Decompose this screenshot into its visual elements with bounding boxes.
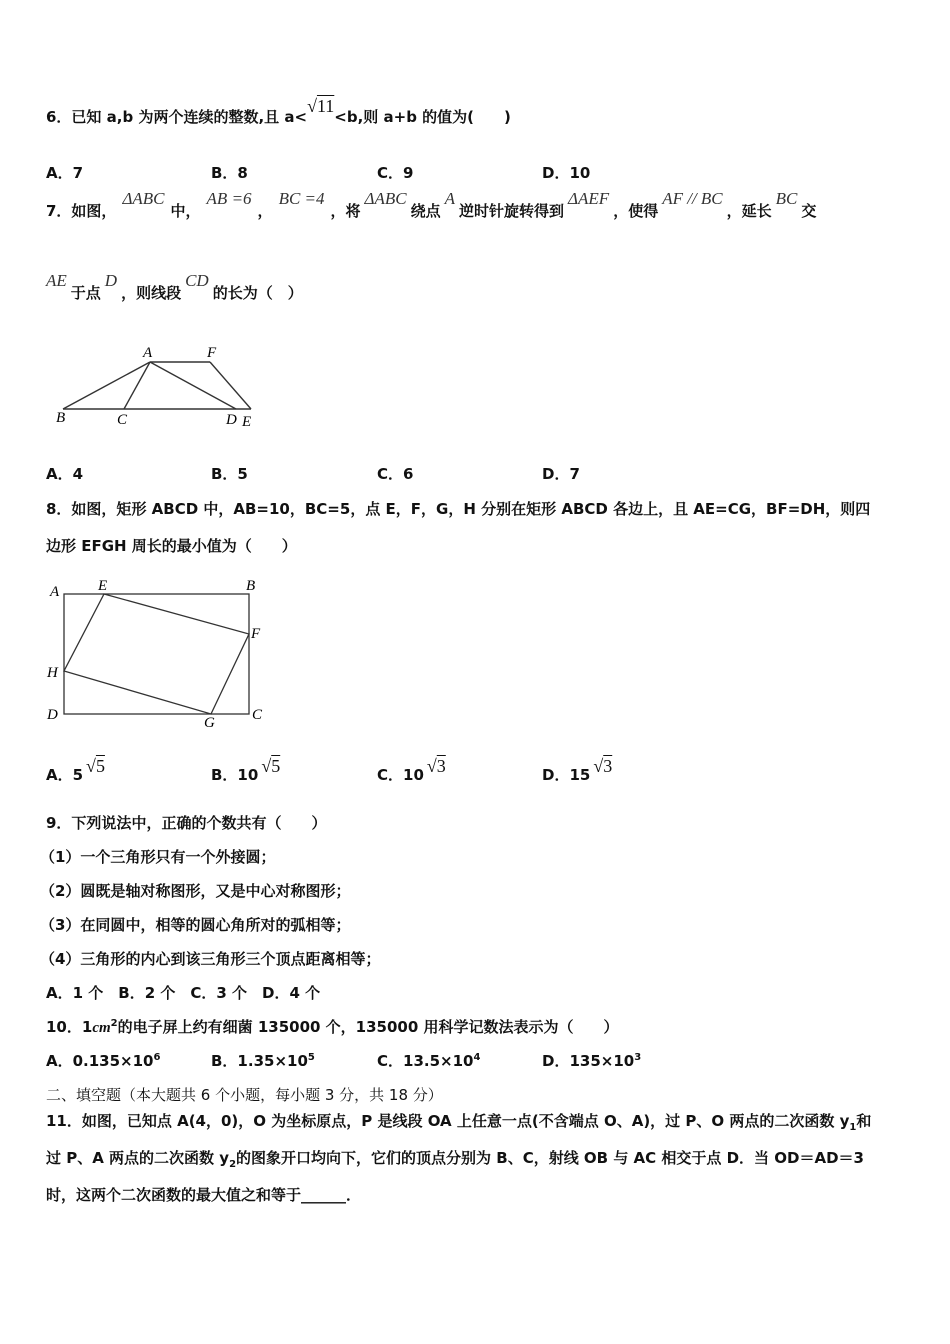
q10-text: 的电子屏上约有细菌 135000 个，135000 用科学记数法表示为（ ）	[117, 1018, 619, 1036]
q10-option-d-label: D．135×10	[542, 1052, 635, 1070]
q8-option-a-radicand: 5	[95, 756, 105, 776]
q10-option-d	[542, 1050, 641, 1071]
q10-option-c-exp: 4	[473, 1052, 481, 1063]
q8-option-b	[211, 756, 281, 785]
q8-option-b-radicand: 5	[271, 756, 281, 776]
q11-line3: 时，这两个二次函数的最大值之和等于______．	[46, 1186, 362, 1204]
q7-option-b: B．5	[211, 465, 248, 483]
q7-l1-m5: A	[444, 189, 456, 208]
q7-l1-p7: ，使得	[613, 202, 659, 220]
q11-line1-sub: 1	[849, 1122, 857, 1133]
q8-option-d	[542, 756, 613, 785]
q8-option-d-radicand: 3	[603, 756, 613, 776]
q7-label-D: D	[226, 412, 237, 428]
q9-options: A．1 个 B．2 个 C．3 个 D．4 个	[46, 984, 321, 1002]
section2-header: 二、填空题（本大题共 6 个小题，每小题 3 分，共 18 分）	[46, 1086, 443, 1104]
q10-stem	[46, 1016, 619, 1037]
q7-seg-AD	[150, 362, 236, 409]
q6-stem	[46, 96, 511, 127]
q7-l1-p2: 中，	[170, 202, 201, 220]
q8-stem-line2: 边形 EFGH 周长的最小值为（ ）	[46, 537, 297, 555]
q8-option-a	[46, 756, 105, 785]
q8-option-c-label: C．10	[377, 766, 424, 784]
q6-option-b: B．8	[211, 164, 248, 182]
q7-stem-line2	[46, 271, 303, 308]
q8-label-E: E	[98, 578, 108, 594]
q7-label-F: F	[207, 345, 217, 361]
q7-option-a: A．4	[46, 465, 84, 483]
q9-item-2: （2）圆既是轴对称图形，又是中心对称图形；	[40, 882, 351, 900]
q7-l2-p1: 于点	[70, 284, 101, 302]
q7-l1-p3: ，	[257, 202, 273, 220]
q7-option-c: C．6	[377, 465, 414, 483]
q7-label-A: A	[143, 345, 153, 361]
q11-line2	[46, 1147, 864, 1170]
q10-option-b	[211, 1050, 315, 1071]
q7-l1-p5: 绕点	[410, 202, 441, 220]
q10-unit: cm	[92, 1020, 111, 1036]
q7-l2-m3: CD	[185, 271, 209, 290]
q7-l1-p9: 交	[801, 202, 817, 220]
q8-label-C: C	[252, 707, 263, 723]
q6-text-after: <b,则 a+b 的值为( )	[334, 108, 511, 126]
q7-label-C: C	[117, 412, 128, 428]
q7-l1-m6: ΔAEF	[568, 189, 610, 208]
q8-stem-line1: 8．如图，矩形 ABCD 中，AB=10，BC=5，点 E，F，G，H 分别在矩形 ABCD 各边上，且 AE=CG，BF=DH，则四	[46, 500, 871, 518]
q8-label-F: F	[251, 626, 261, 642]
q7-l1-p1: 7．如图，	[46, 202, 117, 220]
q9-stem: 9．下列说法中，正确的个数共有（ ）	[46, 814, 327, 832]
q7-seg-FE	[210, 362, 251, 409]
q7-l1-m1: ΔABC	[122, 189, 165, 208]
q11-line1-a: 11．如图，已知点 A(4，0)，O 为坐标原点，P 是线段 OA 上任意一点(不含端点 O、A)，过 P、O 两点的二次函数 y	[46, 1112, 850, 1130]
q7-l2-m1: AE	[46, 271, 67, 290]
q8-option-c-sqrt: √3	[426, 756, 446, 776]
q10-option-c	[377, 1050, 480, 1071]
q8-option-a-label: A．5	[46, 766, 84, 784]
q8-label-A: A	[50, 584, 60, 600]
q10-option-b-exp: 5	[307, 1052, 315, 1063]
q10-option-a	[46, 1050, 160, 1071]
q7-l2-p2: ，则线段	[121, 284, 182, 302]
q8-option-c-radicand: 3	[436, 756, 446, 776]
q8-figure	[44, 576, 274, 731]
q7-l1-m7: AF // BC	[662, 189, 723, 208]
q10-unit-exp: 2	[110, 1018, 118, 1029]
q6-radicand: 11	[316, 96, 335, 116]
q7-stem-line1	[46, 189, 817, 226]
q7-l2-p3: 的长为（ ）	[212, 284, 303, 302]
q10-option-d-exp: 3	[634, 1052, 642, 1063]
q9-item-3: （3）在同圆中，相等的圆心角所对的弧相等；	[40, 916, 351, 934]
q10-option-a-label: A．0.135×10	[46, 1052, 154, 1070]
q8-option-d-sqrt: √3	[593, 756, 613, 776]
q7-label-B: B	[56, 410, 66, 426]
q8-option-d-label: D．15	[542, 766, 591, 784]
q9-item-1: （1）一个三角形只有一个外接圆；	[40, 848, 276, 866]
q9-item-4: （4）三角形的内心到该三角形三个顶点距离相等；	[40, 950, 381, 968]
q8-rect-ABCD	[64, 594, 249, 714]
q11-line1-b: 和	[856, 1112, 872, 1130]
q11-line2-b: 的图象开口均向下，它们的顶点分别为 B、C，射线 OB 与 AC 相交于点 D．当 OD＝AD＝3	[236, 1149, 864, 1167]
q7-option-d: D．7	[542, 465, 580, 483]
q8-label-D: D	[47, 707, 58, 723]
q8-option-b-label: B．10	[211, 766, 259, 784]
q7-l1-p8: ，延长	[726, 202, 772, 220]
q6-option-a: A．7	[46, 164, 84, 182]
q6-option-d: D．10	[542, 164, 591, 182]
q8-label-H: H	[47, 665, 58, 681]
q8-option-c	[377, 756, 446, 785]
q7-l1-m4: ΔABC	[364, 189, 407, 208]
q6-option-c: C．9	[377, 164, 414, 182]
q10-option-a-exp: 6	[153, 1052, 161, 1063]
q10-prefix: 10．1	[46, 1018, 93, 1036]
q8-label-B: B	[246, 578, 256, 594]
q11-line2-a: 过 P、A 两点的二次函数 y	[46, 1149, 230, 1167]
q11-line1	[46, 1110, 871, 1133]
q7-l2-m2: D	[104, 271, 118, 290]
q7-l1-p4: ，将	[330, 202, 361, 220]
q10-option-b-label: B．1.35×10	[211, 1052, 308, 1070]
q6-sqrt: √11	[307, 96, 335, 116]
q8-label-G: G	[204, 715, 215, 731]
q8-option-a-sqrt: √5	[86, 756, 105, 776]
q7-l1-p6: 逆时针旋转得到	[459, 202, 565, 220]
q8-quad-EFGH	[64, 594, 249, 714]
q7-l1-m2: AB =6	[206, 189, 252, 208]
q10-option-c-label: C．13.5×10	[377, 1052, 474, 1070]
q11-line2-sub: 2	[229, 1159, 237, 1170]
q7-figure	[46, 340, 276, 430]
q8-option-b-sqrt: √5	[261, 756, 281, 776]
q6-text-before: 6．已知 a,b 为两个连续的整数,且 a<	[46, 108, 308, 126]
q7-l1-m8: BC	[775, 189, 798, 208]
q7-l1-m3: BC =4	[278, 189, 325, 208]
q7-label-E: E	[242, 414, 252, 430]
